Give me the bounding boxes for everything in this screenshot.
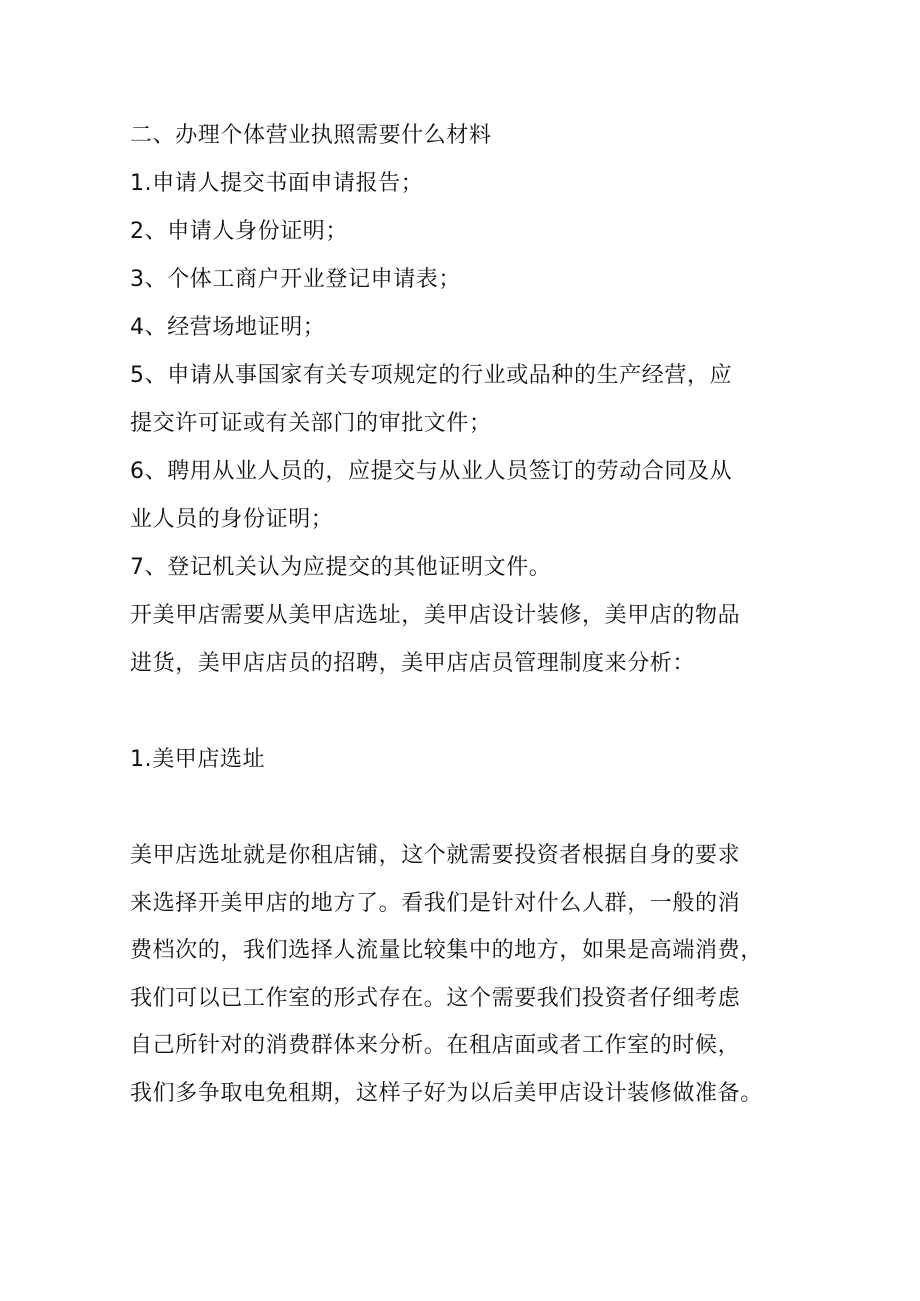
materials-item: 2、申请人身份证明； (130, 219, 348, 244)
blank-line (130, 688, 800, 736)
body-paragraph (130, 832, 800, 1117)
body-line: 来选择开美甲店的地方了。看我们是针对什么人群，一般的消 (130, 890, 741, 916)
document-body (130, 112, 800, 1117)
materials-item: 6、聘用从业人员的，应提交与从业人员签订的劳动合同及从 (130, 459, 733, 484)
materials-item: 5、申请从事国家有关专项规定的行业或品种的生产经营，应 (130, 363, 733, 388)
materials-list (130, 160, 800, 592)
materials-item-continued: 业人员的身份证明； (130, 507, 334, 532)
materials-item-continued: 提交许可证或有关部门的审批文件； (130, 411, 492, 436)
subsection-heading: 1.美甲店选址 (130, 747, 266, 772)
materials-item: 7、登记机关认为应提交的其他证明文件。 (130, 555, 552, 580)
body-line: 自己所针对的消费群体来分析。在租店面或者工作室的时候， (130, 1033, 741, 1058)
section-heading: 二、办理个体营业执照需要什么材料 (130, 123, 492, 148)
materials-item: 4、经营场地证明； (130, 315, 326, 340)
blank-line (130, 784, 800, 832)
intro-line: 开美甲店需要从美甲店选址，美甲店设计装修，美甲店的物品 (130, 603, 741, 628)
body-line: 我们可以已工作室的形式存在。这个需要我们投资者仔细考虑 (130, 985, 741, 1011)
body-line: 我们多争取电免租期，这样子好为以后美甲店设计装修做准备。 (130, 1080, 763, 1106)
body-line: 美甲店选址就是你租店铺，这个就需要投资者根据自身的要求 (130, 843, 741, 868)
intro-line: 进货，美甲店店员的招聘，美甲店店员管理制度来分析： (130, 651, 696, 676)
materials-item: 3、个体工商户开业登记申请表； (130, 267, 461, 292)
materials-item: 1.申请人提交书面申请报告； (130, 171, 424, 196)
intro-paragraph (130, 592, 800, 688)
body-line: 费档次的，我们选择人流量比较集中的地方，如果是高端消费， (130, 938, 763, 963)
